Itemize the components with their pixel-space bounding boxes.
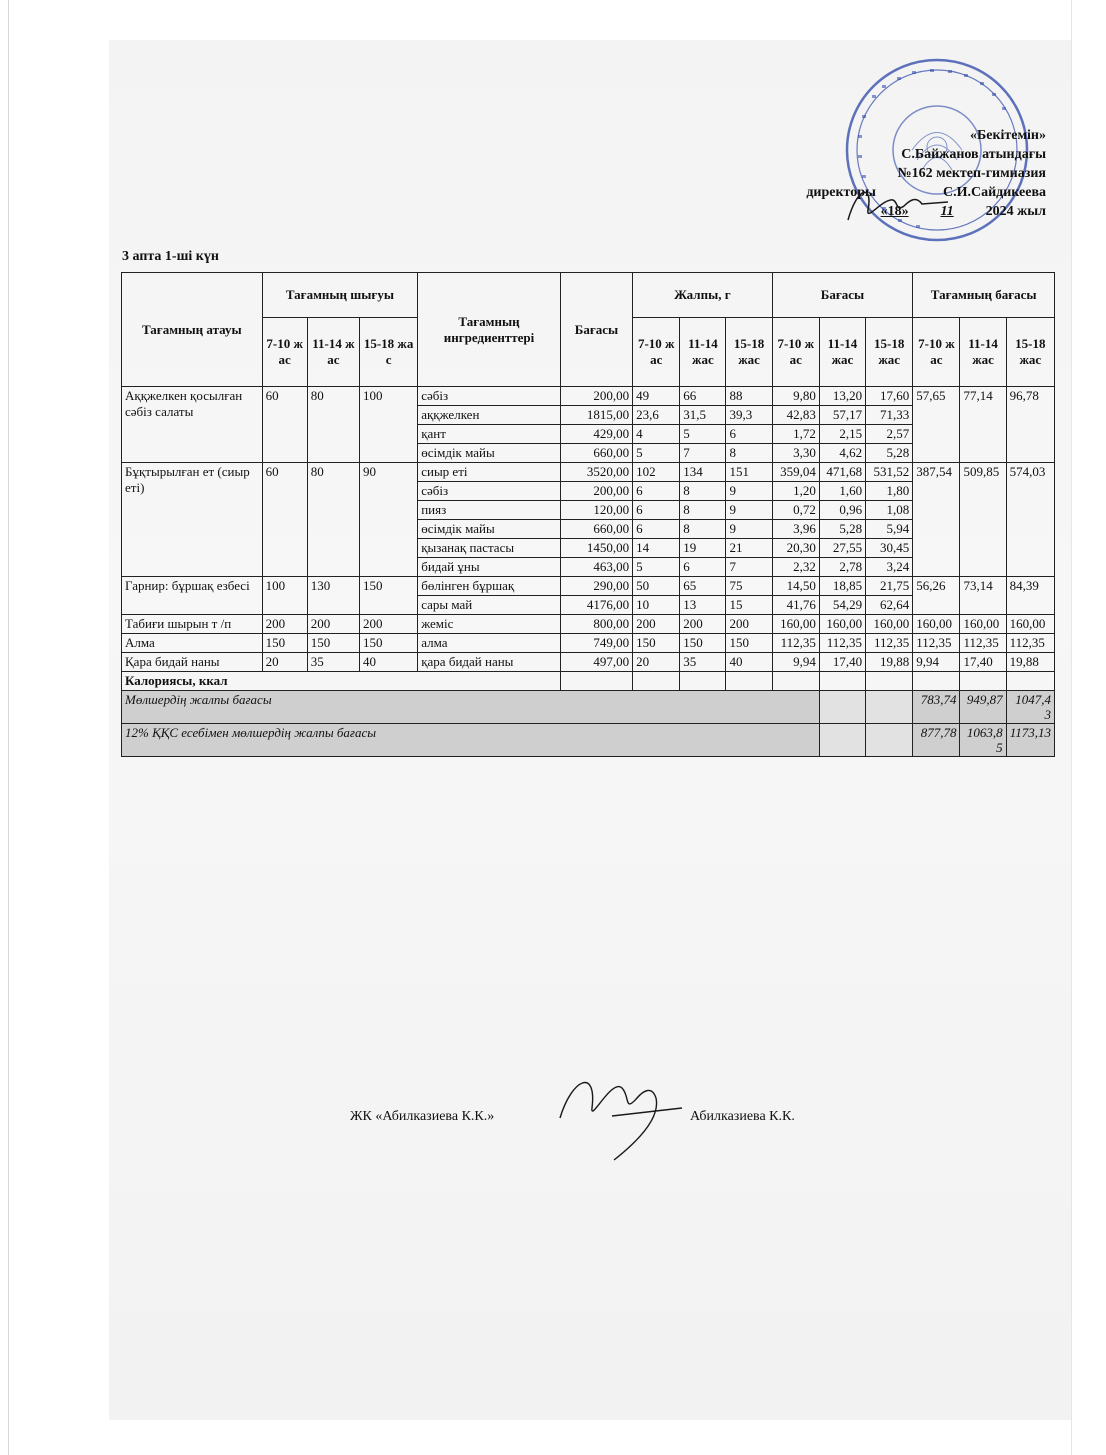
ingredient-gross: 19 [680, 539, 726, 558]
ingredient-price: 660,00 [560, 444, 632, 463]
ingredient-cost: 2,15 [819, 425, 865, 444]
ingredient-gross: 102 [633, 463, 680, 482]
age-header: 7-10 жас [262, 318, 307, 387]
dish-name: Қара бидай наны [122, 653, 263, 672]
age-header: 7-10 жас [633, 318, 680, 387]
dish-yield: 40 [359, 653, 417, 672]
age-header: 11-14 жас [307, 318, 359, 387]
dish-yield: 90 [359, 463, 417, 577]
dish-yield: 130 [307, 577, 359, 615]
approval-year: 2024 жыл [985, 204, 1046, 219]
ingredient-gross: 35 [680, 653, 726, 672]
ingredient-cost: 13,20 [819, 387, 865, 406]
ingredient-name: өсімдік майы [418, 520, 561, 539]
menu-body [122, 387, 1055, 672]
ingredient-cost: 4,62 [819, 444, 865, 463]
ingredient-gross: 7 [680, 444, 726, 463]
empty-cell [866, 724, 913, 757]
age-header: 7-10 жас [913, 318, 960, 387]
ingredient-name: қант [418, 425, 561, 444]
ingredient-cost: 2,57 [866, 425, 913, 444]
total-vat-value: 1173,13 [1006, 724, 1054, 757]
ingredient-cost: 30,45 [866, 539, 913, 558]
age-header: 15-18 жас [359, 318, 417, 387]
age-header: 11-14 жас [819, 318, 865, 387]
ingredient-gross: 6 [633, 520, 680, 539]
dish-yield: 80 [307, 387, 359, 463]
ingredient-gross: 39,3 [726, 406, 772, 425]
ingredient-name: аққжелкен [418, 406, 561, 425]
ingredient-cost: 160,00 [772, 615, 819, 634]
ingredient-gross: 200 [633, 615, 680, 634]
ingredient-gross: 9 [726, 482, 772, 501]
dish-yield: 100 [359, 387, 417, 463]
dish-yield: 200 [307, 615, 359, 634]
ingredient-gross: 5 [680, 425, 726, 444]
approval-day: «18» [880, 204, 909, 219]
ingredient-gross: 150 [726, 634, 772, 653]
ingredient-cost: 531,52 [866, 463, 913, 482]
dish-cost: 56,26 [913, 577, 960, 615]
dish-name: Табиғи шырын т /п [122, 615, 263, 634]
ingredient-cost: 1,80 [866, 482, 913, 501]
ingredient-cost: 18,85 [819, 577, 865, 596]
ingredient-cost: 57,17 [819, 406, 865, 425]
approval-line-1: «Бекітемін» [969, 128, 1046, 143]
ingredient-cost: 2,78 [819, 558, 865, 577]
ingredient-cost: 17,60 [866, 387, 913, 406]
total-vat-row [122, 724, 1055, 757]
dish-yield: 150 [359, 634, 417, 653]
dish-cost: 112,35 [960, 634, 1006, 653]
ingredient-cost: 14,50 [772, 577, 819, 596]
ingredient-cost: 54,29 [819, 596, 865, 615]
ingredient-name: сиыр еті [418, 463, 561, 482]
dish-cost: 84,39 [1006, 577, 1054, 615]
col-price: Бағасы [560, 273, 632, 387]
ingredient-name: қара бидай наны [418, 653, 561, 672]
ingredient-cost: 9,80 [772, 387, 819, 406]
ingredient-cost: 3,24 [866, 558, 913, 577]
dish-cost: 57,65 [913, 387, 960, 463]
ingredient-price: 1815,00 [560, 406, 632, 425]
empty-cell [819, 691, 865, 724]
dish-cost: 112,35 [1006, 634, 1054, 653]
ingredient-gross: 75 [726, 577, 772, 596]
ingredient-cost: 20,30 [772, 539, 819, 558]
ingredient-cost: 1,72 [772, 425, 819, 444]
ingredient-gross: 6 [726, 425, 772, 444]
ingredient-gross: 31,5 [680, 406, 726, 425]
director-signature-icon [838, 180, 958, 230]
total-vat-value: 1063,85 [960, 724, 1006, 757]
total-vat-label: 12% ҚҚС есебімен мөлшердің жалпы бағасы [122, 724, 820, 757]
ingredient-cost: 471,68 [819, 463, 865, 482]
ingredient-gross: 5 [633, 558, 680, 577]
dish-name: Бұқтырылған ет (сиыр еті) [122, 463, 263, 577]
ingredient-gross: 23,6 [633, 406, 680, 425]
ingredient-price: 660,00 [560, 520, 632, 539]
empty-cell [680, 672, 726, 691]
ingredient-gross: 5 [633, 444, 680, 463]
ingredient-cost: 359,04 [772, 463, 819, 482]
ingredient-cost: 1,20 [772, 482, 819, 501]
ingredient-cost: 160,00 [866, 615, 913, 634]
footer-company: ЖК «Абилказиева К.К.» [350, 1109, 495, 1124]
dish-cost: 77,14 [960, 387, 1006, 463]
col-dish-name: Тағамның атауы [122, 273, 263, 387]
dish-yield: 200 [262, 615, 307, 634]
col-gross: Жалпы, г [633, 273, 773, 318]
dish-cost: 112,35 [913, 634, 960, 653]
total-vat-value: 877,78 [913, 724, 960, 757]
age-header: 11-14 жас [960, 318, 1006, 387]
age-header: 7-10 жас [772, 318, 819, 387]
ingredient-gross: 8 [680, 501, 726, 520]
ingredient-price: 1450,00 [560, 539, 632, 558]
ingredient-name: сәбіз [418, 387, 561, 406]
ingredient-cost: 21,75 [866, 577, 913, 596]
ingredient-gross: 6 [633, 482, 680, 501]
empty-cell [819, 672, 865, 691]
table-row [122, 634, 1055, 653]
ingredient-price: 120,00 [560, 501, 632, 520]
ingredient-cost: 112,35 [772, 634, 819, 653]
dish-cost: 17,40 [960, 653, 1006, 672]
dish-yield: 100 [262, 577, 307, 615]
table-row [122, 463, 1055, 482]
dish-yield: 60 [262, 463, 307, 577]
ingredient-cost: 62,64 [866, 596, 913, 615]
ingredient-gross: 8 [680, 520, 726, 539]
dish-cost: 387,54 [913, 463, 960, 577]
menu-table [121, 272, 1055, 757]
dish-yield: 20 [262, 653, 307, 672]
accountant-signature-icon [552, 1068, 692, 1163]
empty-cell [560, 672, 632, 691]
ingredient-cost: 9,94 [772, 653, 819, 672]
empty-cell [772, 672, 819, 691]
ingredient-name: сәбіз [418, 482, 561, 501]
total-row [122, 691, 1055, 724]
dish-name: Аққжелкен қосылған сәбіз салаты [122, 387, 263, 463]
ingredient-gross: 6 [633, 501, 680, 520]
ingredient-cost: 2,32 [772, 558, 819, 577]
ingredient-cost: 5,28 [866, 444, 913, 463]
ingredient-gross: 14 [633, 539, 680, 558]
director-label: директоры [806, 185, 876, 200]
col-ingredients: Тағамның ингредиенттері [418, 273, 561, 387]
ingredient-gross: 200 [680, 615, 726, 634]
empty-cell [866, 672, 913, 691]
dish-yield: 200 [359, 615, 417, 634]
approval-month: 11 [940, 204, 954, 219]
col-cost: Бағасы [772, 273, 913, 318]
ingredient-cost: 0,96 [819, 501, 865, 520]
ingredient-price: 200,00 [560, 482, 632, 501]
ingredient-gross: 6 [680, 558, 726, 577]
ingredient-gross: 13 [680, 596, 726, 615]
dish-yield: 150 [262, 634, 307, 653]
dish-yield: 80 [307, 463, 359, 577]
ingredient-cost: 1,60 [819, 482, 865, 501]
total-value: 783,74 [913, 691, 960, 724]
ingredient-cost: 112,35 [866, 634, 913, 653]
ingredient-price: 290,00 [560, 577, 632, 596]
ingredient-price: 4176,00 [560, 596, 632, 615]
ingredient-cost: 1,08 [866, 501, 913, 520]
ingredient-gross: 21 [726, 539, 772, 558]
ingredient-gross: 49 [633, 387, 680, 406]
ingredient-price: 463,00 [560, 558, 632, 577]
ingredient-gross: 15 [726, 596, 772, 615]
table-row [122, 615, 1055, 634]
empty-cell [960, 672, 1006, 691]
director-name: С.И.Сайдикеева [942, 185, 1046, 200]
dish-cost: 160,00 [1006, 615, 1054, 634]
ingredient-cost: 41,76 [772, 596, 819, 615]
calories-label: Калориясы, ккал [122, 672, 561, 691]
ingredient-gross: 65 [680, 577, 726, 596]
ingredient-cost: 17,40 [819, 653, 865, 672]
empty-cell [866, 691, 913, 724]
dish-cost: 509,85 [960, 463, 1006, 577]
dish-name: Алма [122, 634, 263, 653]
ingredient-cost: 5,28 [819, 520, 865, 539]
empty-cell [819, 724, 865, 757]
dish-yield: 60 [262, 387, 307, 463]
ingredient-name: бөлінген бұршақ [418, 577, 561, 596]
ingredient-name: қызанақ пастасы [418, 539, 561, 558]
ingredient-gross: 9 [726, 501, 772, 520]
ingredient-gross: 88 [726, 387, 772, 406]
approval-line-2: С.Байжанов атындағы [901, 147, 1046, 162]
age-header: 11-14 жас [680, 318, 726, 387]
ingredient-cost: 0,72 [772, 501, 819, 520]
ingredient-name: өсімдік майы [418, 444, 561, 463]
ingredient-name: пияз [418, 501, 561, 520]
col-yield: Тағамның шығуы [262, 273, 418, 318]
table-row [122, 653, 1055, 672]
dish-cost: 160,00 [913, 615, 960, 634]
col-dish-cost: Тағамның бағасы [913, 273, 1055, 318]
ingredient-gross: 150 [680, 634, 726, 653]
ingredient-price: 200,00 [560, 387, 632, 406]
dish-cost: 19,88 [1006, 653, 1054, 672]
empty-cell [726, 672, 772, 691]
dish-cost: 73,14 [960, 577, 1006, 615]
dish-cost: 574,03 [1006, 463, 1054, 577]
ingredient-price: 3520,00 [560, 463, 632, 482]
age-header: 15-18 жас [1006, 318, 1054, 387]
total-value: 949,87 [960, 691, 1006, 724]
ingredient-price: 497,00 [560, 653, 632, 672]
footer-signatory: Абилказиева К.К. [690, 1109, 795, 1124]
ingredient-gross: 7 [726, 558, 772, 577]
dish-cost: 96,78 [1006, 387, 1054, 463]
total-value: 1047,43 [1006, 691, 1054, 724]
ingredient-cost: 112,35 [819, 634, 865, 653]
ingredient-cost: 5,94 [866, 520, 913, 539]
age-header: 15-18 жас [726, 318, 772, 387]
ingredient-gross: 66 [680, 387, 726, 406]
ingredient-cost: 42,83 [772, 406, 819, 425]
ingredient-gross: 10 [633, 596, 680, 615]
empty-cell [913, 672, 960, 691]
ingredient-gross: 134 [680, 463, 726, 482]
ingredient-gross: 8 [680, 482, 726, 501]
ingredient-gross: 150 [633, 634, 680, 653]
table-row [122, 577, 1055, 596]
ingredient-gross: 20 [633, 653, 680, 672]
empty-cell [1006, 672, 1054, 691]
ingredient-name: жеміс [418, 615, 561, 634]
ingredient-name: сары май [418, 596, 561, 615]
ingredient-cost: 3,96 [772, 520, 819, 539]
ingredient-gross: 4 [633, 425, 680, 444]
ingredient-gross: 40 [726, 653, 772, 672]
dish-name: Гарнир: бұршақ езбесі [122, 577, 263, 615]
dish-yield: 35 [307, 653, 359, 672]
ingredient-cost: 160,00 [819, 615, 865, 634]
ingredient-name: бидай ұны [418, 558, 561, 577]
dish-yield: 150 [359, 577, 417, 615]
dish-cost: 160,00 [960, 615, 1006, 634]
approval-line-3: №162 мектеп-гимназия [897, 166, 1046, 181]
total-label: Мөлшердің жалпы бағасы [122, 691, 820, 724]
table-row [122, 387, 1055, 406]
ingredient-cost: 19,88 [866, 653, 913, 672]
ingredient-gross: 151 [726, 463, 772, 482]
ingredient-gross: 9 [726, 520, 772, 539]
ingredient-name: алма [418, 634, 561, 653]
ingredient-gross: 200 [726, 615, 772, 634]
calories-row [122, 672, 1055, 691]
ingredient-cost: 27,55 [819, 539, 865, 558]
empty-cell [633, 672, 680, 691]
age-header: 15-18 жас [866, 318, 913, 387]
dish-yield: 150 [307, 634, 359, 653]
ingredient-price: 429,00 [560, 425, 632, 444]
ingredient-gross: 8 [726, 444, 772, 463]
ingredient-price: 800,00 [560, 615, 632, 634]
ingredient-gross: 50 [633, 577, 680, 596]
ingredient-cost: 71,33 [866, 406, 913, 425]
week-day-label: 3 апта 1-ші күн [122, 249, 219, 264]
dish-cost: 9,94 [913, 653, 960, 672]
ingredient-price: 749,00 [560, 634, 632, 653]
ingredient-cost: 3,30 [772, 444, 819, 463]
